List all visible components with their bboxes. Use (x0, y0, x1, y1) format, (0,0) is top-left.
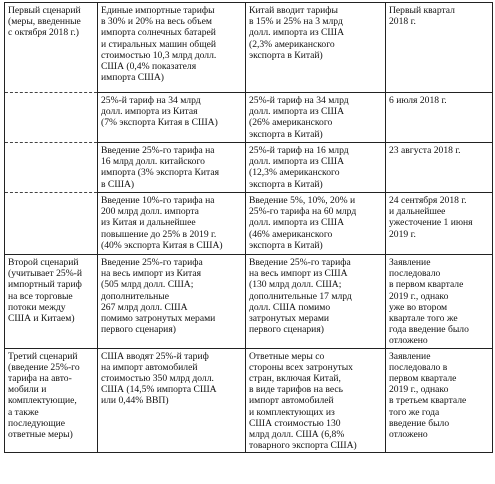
scenario-cell (5, 93, 98, 143)
date-cell: Первый квартал 2018 г. (386, 3, 493, 93)
us-measures-cell: 25%-й тариф на 34 млрд долл. импорта из Китая (7% экспорта Китая в США) (98, 93, 246, 143)
china-response-cell: 25%-й тариф на 34 млрд долл. импорта из США (26% американского экспорта в Китай) (246, 93, 386, 143)
scenario-cell: Третий сценарий (введение 25%-го тарифа на авто- мобили и комплектующие, а также последующие ответные меры) (5, 348, 98, 453)
china-response-cell: 25%-й тариф на 16 млрд долл. импорта из США (12,3% американского экспорта в Китай) (246, 143, 386, 193)
table-row (5, 93, 493, 143)
us-measures-cell: Введение 25%-го тарифа на 16 млрд долл. китайского импорта (3% экспорта Китая в США) (98, 143, 246, 193)
table-row (5, 3, 493, 93)
scenario-cell: Второй сценарий (учитывает 25%-й импортный тариф на все торговые потоки между США и Китаем) (5, 255, 98, 349)
scenario-cell: Первый сценарий (меры, введенные с октября 2018 г.) (5, 3, 98, 93)
date-cell: 24 сентября 2018 г. и дальнейшее ужесточение 1 июня 2019 г. (386, 193, 493, 255)
date-cell: 23 августа 2018 г. (386, 143, 493, 193)
us-measures-cell: США вводят 25%-й тариф на импорт автомобилей стоимостью 350 млрд долл. США (14,5% импорта США или 0,44% ВВП) (98, 348, 246, 453)
scenario-cell (5, 193, 98, 255)
us-measures-cell: Единые импортные тарифы в 30% и 20% на весь объем импорта солнечных батарей и стиральных машин общей стоимостью 10,3 млрд долл. США (0,4% показателя импорта США) (98, 3, 246, 93)
table-row (5, 193, 493, 255)
table-row (5, 143, 493, 193)
china-response-cell: Введение 5%, 10%, 20% и 25%-го тарифа на 60 млрд долл. импорта из США (46% американского экспорта в Китай) (246, 193, 386, 255)
scenario-cell (5, 143, 98, 193)
table-row (5, 255, 493, 349)
table-row (5, 348, 493, 453)
date-cell: Заявление последовало в первом квартале 2019 г., однако в третьем квартале того же года введение было отложено (386, 348, 493, 453)
china-response-cell: Китай вводит тарифы в 15% и 25% на 3 млрд долл. импорта из США (2,3% американского экспорта в Китай) (246, 3, 386, 93)
tariff-scenarios-table (4, 2, 493, 453)
us-measures-cell: Введение 10%-го тарифа на 200 млрд долл. импорта из Китая и дальнейшее повышение до 25% в 2019 г. (40% экспорта Китая в США) (98, 193, 246, 255)
china-response-cell: Ответные меры со стороны всех затронутых стран, включая Китай, в виде тарифов на весь импорт автомобилей и комплектующих из США стоимостью 130 млрд долл. США (6,8% товарного экспорта США) (246, 348, 386, 453)
date-cell: Заявление последовало в первом квартале 2019 г., однако уже во втором квартале того же года введение было отложено (386, 255, 493, 349)
date-cell: 6 июля 2018 г. (386, 93, 493, 143)
china-response-cell: Введение 25%-го тарифа на весь импорт из США (130 млрд долл. США; дополнительные 17 млрд долл. США помимо затронутых мерами первого сценария) (246, 255, 386, 349)
us-measures-cell: Введение 25%-го тарифа на весь импорт из Китая (505 млрд долл. США; дополнительные 267 млрд долл. США помимо затронутых мерами первого сценария) (98, 255, 246, 349)
